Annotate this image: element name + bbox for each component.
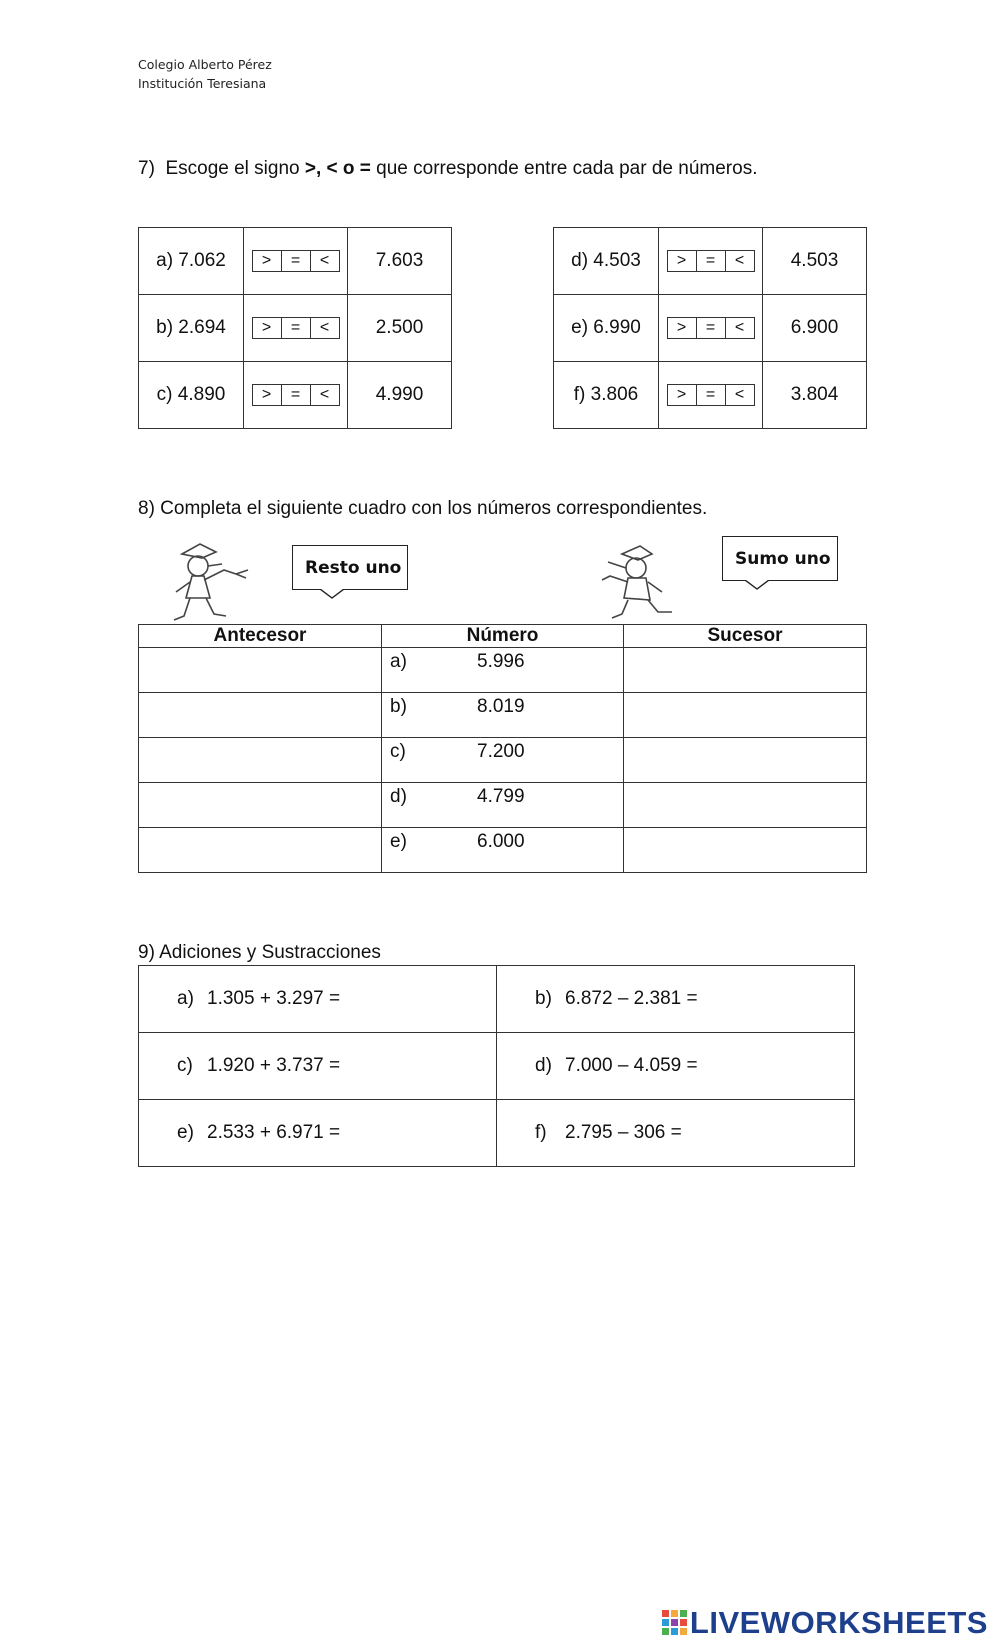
bubble-sumo-uno-text: Sumo uno — [735, 548, 831, 569]
pinocchio-right-illustration — [592, 540, 692, 624]
sucesor-input[interactable] — [624, 828, 867, 873]
q8-title: 8) Completa el siguiente cuadro con los números correspondientes. — [138, 498, 708, 519]
table-row — [139, 966, 855, 1033]
sign-greater[interactable]: > — [668, 251, 697, 271]
op-expression: 2.533 + 6.971 = — [207, 1122, 341, 1143]
liveworksheets-logo — [662, 1605, 988, 1641]
bubble-right-tail — [745, 580, 769, 590]
liveworksheets-grid-icon — [662, 1610, 688, 1636]
q7-suffix: que corresponde entre cada par de números. — [370, 158, 758, 179]
row-label: c) — [390, 741, 406, 762]
sign-less[interactable]: < — [319, 318, 330, 336]
table-row — [139, 648, 867, 693]
sign-greater[interactable]: > — [253, 318, 282, 338]
operation-cell[interactable] — [139, 1033, 497, 1100]
row-value: 7.200 — [477, 741, 525, 762]
table-row — [139, 1100, 855, 1167]
operation-cell[interactable] — [139, 1100, 497, 1167]
row-label: e) — [390, 831, 407, 852]
bubble-sumo-uno — [722, 536, 838, 581]
op-label: e) — [177, 1122, 194, 1143]
compare-c-left: c) 4.890 — [139, 362, 244, 429]
table-row — [139, 693, 867, 738]
sucesor-input[interactable] — [624, 648, 867, 693]
sign-less[interactable]: < — [734, 318, 745, 336]
operation-cell[interactable] — [139, 966, 497, 1033]
antecesor-input[interactable] — [139, 783, 382, 828]
sign-equal[interactable]: = — [697, 251, 726, 271]
compare-f-left: f) 3.806 — [554, 362, 659, 429]
q9-title: 9) Adiciones y Sustracciones — [138, 942, 381, 963]
row-value: 6.000 — [477, 831, 525, 852]
compare-d-left: d) 4.503 — [554, 228, 659, 295]
sign-greater[interactable]: > — [668, 318, 697, 338]
numero-cell — [382, 738, 624, 783]
compare-a-left: a) 7.062 — [139, 228, 244, 295]
sign-greater[interactable]: > — [668, 385, 697, 405]
row-value: 5.996 — [477, 651, 525, 672]
header-numero: Número — [382, 625, 624, 648]
compare-b-right: 2.500 — [348, 295, 452, 362]
sucesor-input[interactable] — [624, 783, 867, 828]
op-expression: 2.795 – 306 = — [565, 1122, 682, 1143]
table-row — [139, 783, 867, 828]
sign-less[interactable]: < — [734, 251, 745, 269]
q7-title — [138, 158, 757, 180]
op-label: a) — [177, 988, 194, 1009]
liveworksheets-brand: LIVEWORKSHEETS — [689, 1605, 988, 1640]
numero-cell — [382, 693, 624, 738]
table-row — [139, 228, 452, 295]
sign-less[interactable]: < — [734, 385, 745, 403]
sign-greater[interactable]: > — [253, 251, 282, 271]
bubble-resto-uno-text: Resto uno — [305, 557, 402, 578]
numero-cell — [382, 783, 624, 828]
q8-table — [138, 624, 867, 873]
header-sucesor: Sucesor — [624, 625, 867, 648]
bubble-resto-uno — [292, 545, 408, 590]
q7-prefix: 7) Escoge el signo — [138, 158, 305, 179]
op-label: c) — [177, 1055, 193, 1076]
compare-e-right: 6.900 — [763, 295, 867, 362]
op-expression: 7.000 – 4.059 = — [565, 1055, 698, 1076]
op-label: f) — [535, 1122, 547, 1143]
antecesor-input[interactable] — [139, 693, 382, 738]
institution-name: Institución Teresiana — [138, 76, 267, 91]
op-label: d) — [535, 1055, 552, 1076]
operation-cell[interactable] — [497, 1100, 855, 1167]
sign-equal[interactable]: = — [697, 318, 726, 338]
sucesor-input[interactable] — [624, 738, 867, 783]
compare-d-right: 4.503 — [763, 228, 867, 295]
row-label: d) — [390, 786, 407, 807]
bubble-left-tail — [320, 589, 344, 599]
row-value: 4.799 — [477, 786, 525, 807]
table-row — [139, 295, 452, 362]
sign-equal[interactable]: = — [697, 385, 726, 405]
compare-f-right: 3.804 — [763, 362, 867, 429]
table-row — [139, 1033, 855, 1100]
op-expression: 1.920 + 3.737 = — [207, 1055, 341, 1076]
sign-selector[interactable] — [244, 295, 348, 362]
pinocchio-left-illustration — [162, 540, 272, 624]
op-label: b) — [535, 988, 552, 1009]
table-row — [554, 228, 867, 295]
table-row — [139, 362, 452, 429]
sign-selector[interactable] — [659, 295, 763, 362]
row-label: a) — [390, 651, 407, 672]
table-row — [554, 362, 867, 429]
numero-cell — [382, 648, 624, 693]
table-row — [554, 295, 867, 362]
sign-less[interactable]: < — [319, 385, 330, 403]
sign-greater[interactable]: > — [253, 385, 282, 405]
sucesor-input[interactable] — [624, 693, 867, 738]
compare-a-right: 7.603 — [348, 228, 452, 295]
op-expression: 6.872 – 2.381 = — [565, 988, 698, 1009]
q7-left-table — [138, 227, 452, 429]
q9-table — [138, 965, 855, 1167]
sign-selector[interactable] — [659, 362, 763, 429]
antecesor-input[interactable] — [139, 648, 382, 693]
school-name: Colegio Alberto Pérez — [138, 57, 272, 72]
q7-right-table — [553, 227, 867, 429]
sign-selector[interactable] — [659, 228, 763, 295]
table-row — [139, 738, 867, 783]
sign-equal[interactable]: = — [282, 318, 311, 338]
compare-b-left: b) 2.694 — [139, 295, 244, 362]
operation-cell[interactable] — [497, 966, 855, 1033]
compare-c-right: 4.990 — [348, 362, 452, 429]
table-row — [139, 828, 867, 873]
header-antecesor: Antecesor — [139, 625, 382, 648]
operation-cell[interactable] — [497, 1033, 855, 1100]
antecesor-input[interactable] — [139, 738, 382, 783]
sign-less[interactable]: < — [319, 251, 330, 269]
q7-signs: >, < o = — [304, 158, 371, 179]
op-expression: 1.305 + 3.297 = — [207, 988, 341, 1009]
row-value: 8.019 — [477, 696, 525, 717]
compare-e-left: e) 6.990 — [554, 295, 659, 362]
table-header-row — [139, 625, 867, 648]
row-label: b) — [390, 696, 407, 717]
sign-selector[interactable] — [244, 228, 348, 295]
numero-cell — [382, 828, 624, 873]
sign-equal[interactable]: = — [282, 385, 311, 405]
sign-equal[interactable]: = — [282, 251, 311, 271]
antecesor-input[interactable] — [139, 828, 382, 873]
sign-selector[interactable] — [244, 362, 348, 429]
